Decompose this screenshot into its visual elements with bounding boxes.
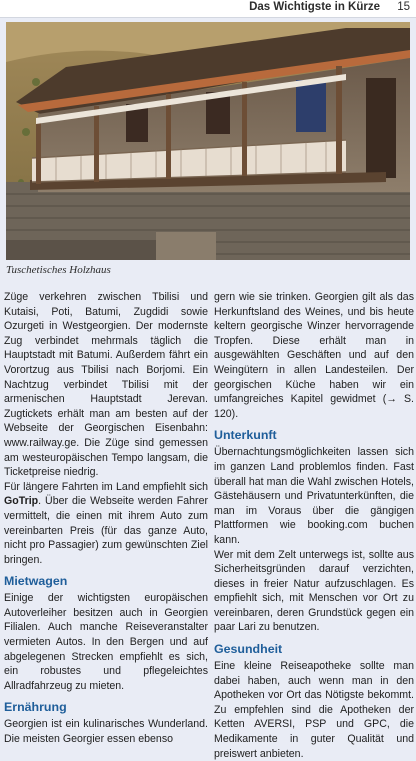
heading-gesundheit: Gesundheit xyxy=(214,642,283,657)
paragraph-wine: gern wie sie trinken. Georgien gilt als das Herkunftsland des Weines, und bis heute keltern georgische Winzer hervorragende Tropfen. Diese erhält man in ausgewählten Geschäften und auf den Weingütern in allen Landesteilen. Der georgischen Küche haben wir ein umfangreiches Kapitel gewidmet (→ S. 120). xyxy=(214,291,414,420)
paragraph-trains: Züge verkehren zwischen Tbilisi und Kutaisi, Poti, Batumi, Zugdidi sowie Ozurgeti in Westgeorgien. Der modernste Zug verbindet mehrmals täglich die Hauptstadt mit Batumi. Außerdem fährt ein Vorortzug aus Tbilisi nach Borjomi. Ein Nachtzug verbindet Tbilisi mit der armenischen Hauptstadt Jerevan. Zugtickets erhält man am besten auf der Webseite der Georgischen Eisenbahn: www.railway.ge. Die Züge sind gemessen am westeuropäischen Tempo langsam, die Ticketpreise niedrig. xyxy=(4,291,208,479)
paragraph-gotrip xyxy=(4,480,208,568)
paragraph-food: Georgien ist ein kulinarisches Wunderland. Die meisten Georgier essen ebenso xyxy=(4,718,208,746)
paragraph-camping: Wer mit dem Zelt unterwegs ist, sollte aus Sicherheitsgründen darauf verzichten, dieses in freier Natur aufzuschlagen. Es empfiehlt sich, mit Menschen vor Ort zu vereinbaren, deren Grundstück gegen ein paar Lari zu benutzen. xyxy=(214,548,414,634)
heading-mietwagen: Mietwagen xyxy=(4,574,68,589)
heading-ernaehrung: Ernährung xyxy=(4,700,67,715)
paragraph-accommodation: Übernachtungsmöglichkeiten lassen sich im ganzen Land problemlos finden. Fast überall hat man die Wahl zwischen Hotels, Gästehäusern und Privatunterkünften, die man im Voraus über die gängigen Plattformen wie booking.com buchen kann. xyxy=(214,446,414,546)
paragraph-rental: Einige der wichtigsten europäischen Autoverleiher besitzen auch in Georgien Filialen. Auch manche Reiseveranstalter vermieten Autos. In den Bergen und auf abgelegenen Strecken empfiehlt es sich, ein robustes und pflegeleichtes Allradfahrzeug zu mieten. xyxy=(4,592,208,692)
page-number: 15 xyxy=(397,1,410,13)
paragraph-health: Eine kleine Reiseapotheke sollte man dabei haben, auch wenn man in den Apotheken vor Ort das Nötigste bekommt. Zu empfehlen sind die Apotheken der Ketten AVERSI, PSP und GPC, die Medikamente in guter Qualität und preiswert anbieten. xyxy=(214,660,414,760)
running-header xyxy=(0,0,416,18)
left-column xyxy=(4,290,208,747)
photo-caption: Tuschetisches Holzhaus xyxy=(6,264,111,276)
gotrip-name: GoTrip xyxy=(4,495,39,508)
photo-wooden-house xyxy=(6,22,410,260)
gotrip-prefix: Für längere Fahrten im Land empfiehlt sich xyxy=(4,480,208,493)
house-illustration xyxy=(6,22,410,260)
gotrip-suffix: . Über die Webseite werden Fahrer vermittelt, die einen mit ihrem Auto zum vereinbarten Preis (für das ganze Auto, nicht pro Passagier) zum gewünschten Ziel bringen. xyxy=(4,495,208,566)
header-title: Das Wichtigste in Kürze xyxy=(249,1,380,13)
right-column xyxy=(214,290,414,761)
heading-unterkunft: Unterkunft xyxy=(214,428,277,443)
